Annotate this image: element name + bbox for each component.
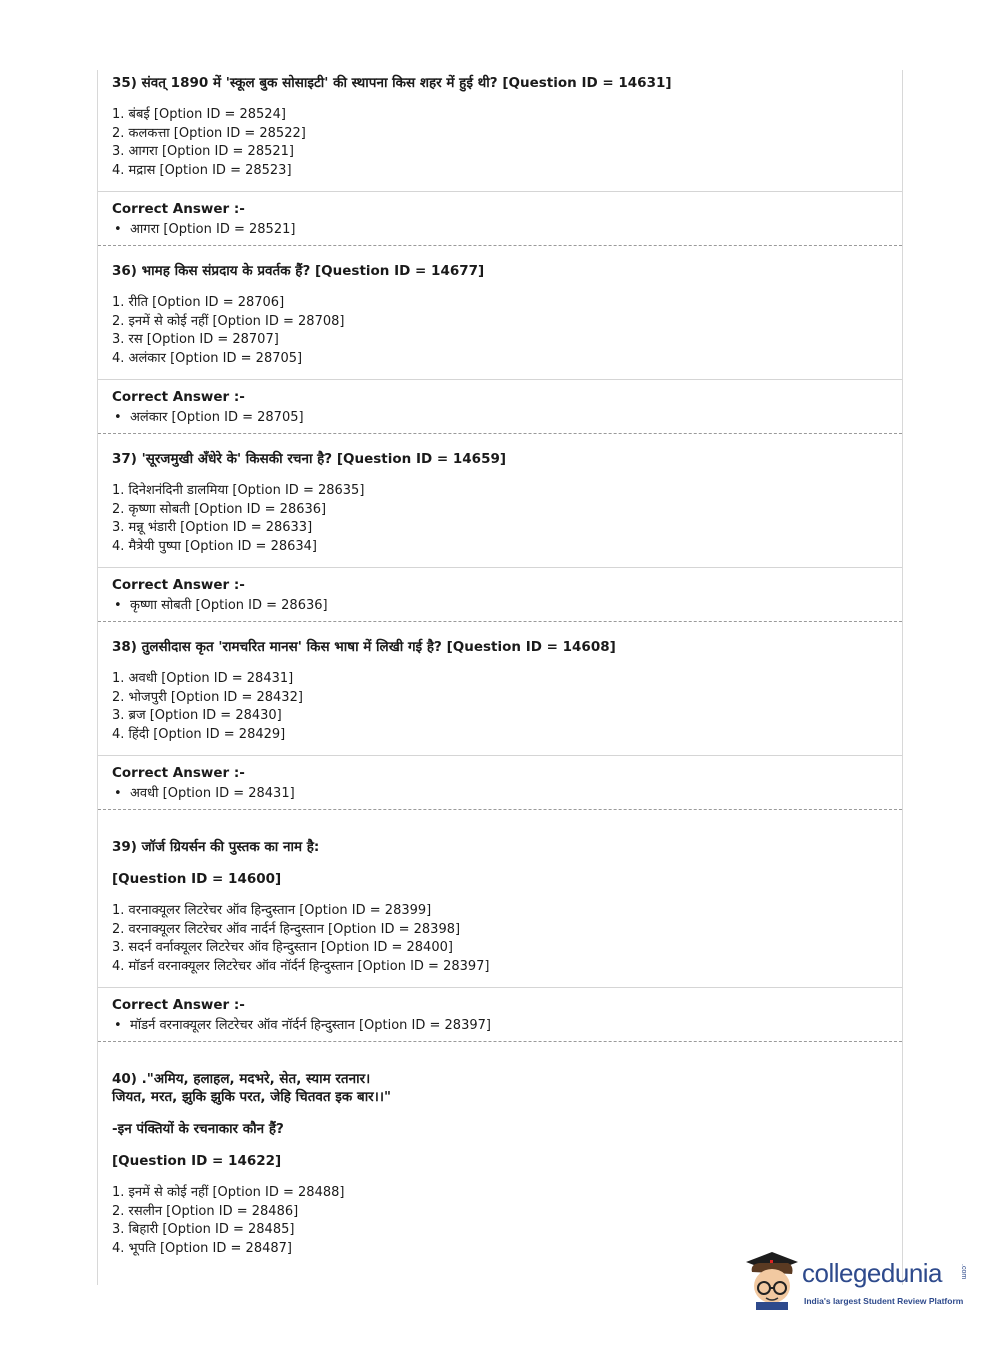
correct-answer-item: • अलंकार [Option ID = 28705] xyxy=(114,410,304,425)
question-heading: 36) भामह किस संप्रदाय के प्रवर्तक हैं? [Question ID = 14677] xyxy=(112,263,485,279)
correct-answer-item: • आगरा [Option ID = 28521] xyxy=(114,222,296,237)
question-heading: 39) जॉर्ज ग्रियर्सन की पुस्तक का नाम है: xyxy=(112,839,320,855)
option-item: 3. आगरा [Option ID = 28521] xyxy=(112,144,294,159)
question-id: [Question ID = 14600] xyxy=(112,871,282,887)
correct-answer-item: • कृष्णा सोबती [Option ID = 28636] xyxy=(114,598,328,613)
question-paper-page xyxy=(97,70,903,1285)
correct-answer-item: • मॉडर्न वरनाक्यूलर लिटरेचर ऑव नॉर्दर्न हिन्दुस्तान [Option ID = 28397] xyxy=(114,1018,491,1033)
option-item: 2. वरनाक्यूलर लिटरेचर ऑव नार्दर्न हिन्दुस्तान [Option ID = 28398] xyxy=(112,921,461,937)
option-item: 3. मन्नू भंडारी [Option ID = 28633] xyxy=(112,520,313,535)
correct-answer-title: Correct Answer :- xyxy=(112,201,245,217)
correct-answer-title: Correct Answer :- xyxy=(112,997,245,1013)
logo-wordmark: collegedunia xyxy=(802,1258,943,1288)
option-item: 3. ब्रज [Option ID = 28430] xyxy=(112,708,282,723)
question-id: [Question ID = 14622] xyxy=(112,1153,282,1169)
question-36 xyxy=(98,246,902,368)
option-item: 2. इनमें से कोई नहीं [Option ID = 28708] xyxy=(112,313,345,329)
correct-answer-title: Correct Answer :- xyxy=(112,577,245,593)
question-heading: 37) 'सूरजमुखी अँधेरे के' किसकी रचना है? [Question ID = 14659] xyxy=(112,451,507,467)
option-item: 2. कृष्णा सोबती [Option ID = 28636] xyxy=(112,501,327,517)
question-38 xyxy=(98,622,902,744)
mascot-icon xyxy=(742,1250,802,1312)
options-list xyxy=(112,670,888,744)
option-item: 1. रीति [Option ID = 28706] xyxy=(112,295,285,310)
correct-answer-item: • अवधी [Option ID = 28431] xyxy=(114,786,295,801)
option-item: 3. रस [Option ID = 28707] xyxy=(112,332,279,347)
question-39 xyxy=(98,810,902,976)
option-item: 4. भूपति [Option ID = 28487] xyxy=(112,1240,292,1256)
question-heading: 35) संवत् 1890 में 'स्कूल बुक सोसाइटी' की स्थापना किस शहर में हुई थी? [Question ID = 14631] xyxy=(112,75,672,91)
options-list xyxy=(112,482,888,556)
option-item: 1. वरनाक्यूलर लिटरेचर ऑव हिन्दुस्तान [Option ID = 28399] xyxy=(112,903,432,918)
logo-tagline: India's largest Student Review Platform xyxy=(804,1296,964,1306)
options-list xyxy=(112,1184,888,1258)
options-list xyxy=(112,294,888,368)
correct-answer-35 xyxy=(98,192,902,239)
correct-answer-title: Correct Answer :- xyxy=(112,389,245,405)
option-item: 4. मैत्रेयी पुष्पा [Option ID = 28634] xyxy=(112,538,317,554)
question-37 xyxy=(98,434,902,556)
option-item: 1. अवधी [Option ID = 28431] xyxy=(112,671,294,686)
options-list xyxy=(112,902,888,976)
collegedunia-logo xyxy=(742,1250,972,1320)
option-item: 4. मद्रास [Option ID = 28523] xyxy=(112,162,292,178)
correct-answer-38 xyxy=(98,756,902,803)
option-item: 4. मॉडर्न वरनाक्यूलर लिटरेचर ऑव नॉर्दर्न हिन्दुस्तान [Option ID = 28397] xyxy=(112,958,490,974)
correct-answer-36 xyxy=(98,380,902,427)
option-item: 3. बिहारी [Option ID = 28485] xyxy=(112,1222,295,1237)
logo-suffix: .com xyxy=(960,1264,967,1280)
question-35 xyxy=(98,70,902,180)
correct-answer-title: Correct Answer :- xyxy=(112,765,245,781)
option-item: 1. दिनेशनंदिनी डालमिया [Option ID = 28635] xyxy=(112,483,365,498)
option-item: 4. अलंकार [Option ID = 28705] xyxy=(112,350,303,366)
correct-answer-37 xyxy=(98,568,902,615)
option-item: 3. सदर्न वर्नाक्यूलर लिटरेचर ऑव हिन्दुस्तान [Option ID = 28400] xyxy=(112,940,453,955)
correct-answer-39 xyxy=(98,988,902,1035)
question-heading: 38) तुलसीदास कृत 'रामचरित मानस' किस भाषा में लिखी गई है? [Question ID = 14608] xyxy=(112,639,616,655)
question-heading: 40) ."अमिय, हलाहल, मदभरे, सेत, स्याम रतनार। जियत, मरत, झुकि झुकि परत, जेहि चितवत इक बार।।" xyxy=(112,1071,391,1105)
option-item: 4. हिंदी [Option ID = 28429] xyxy=(112,726,286,742)
option-item: 1. बंबई [Option ID = 28524] xyxy=(112,107,286,122)
option-item: 2. कलकत्ता [Option ID = 28522] xyxy=(112,125,306,141)
option-item: 2. भोजपुरी [Option ID = 28432] xyxy=(112,689,303,705)
question-subtext: -इन पंक्तियों के रचनाकार कौन हैं? xyxy=(112,1121,284,1137)
options-list xyxy=(112,106,888,180)
option-item: 1. इनमें से कोई नहीं [Option ID = 28488] xyxy=(112,1185,345,1200)
question-40 xyxy=(98,1042,902,1258)
option-item: 2. रसलीन [Option ID = 28486] xyxy=(112,1203,299,1219)
